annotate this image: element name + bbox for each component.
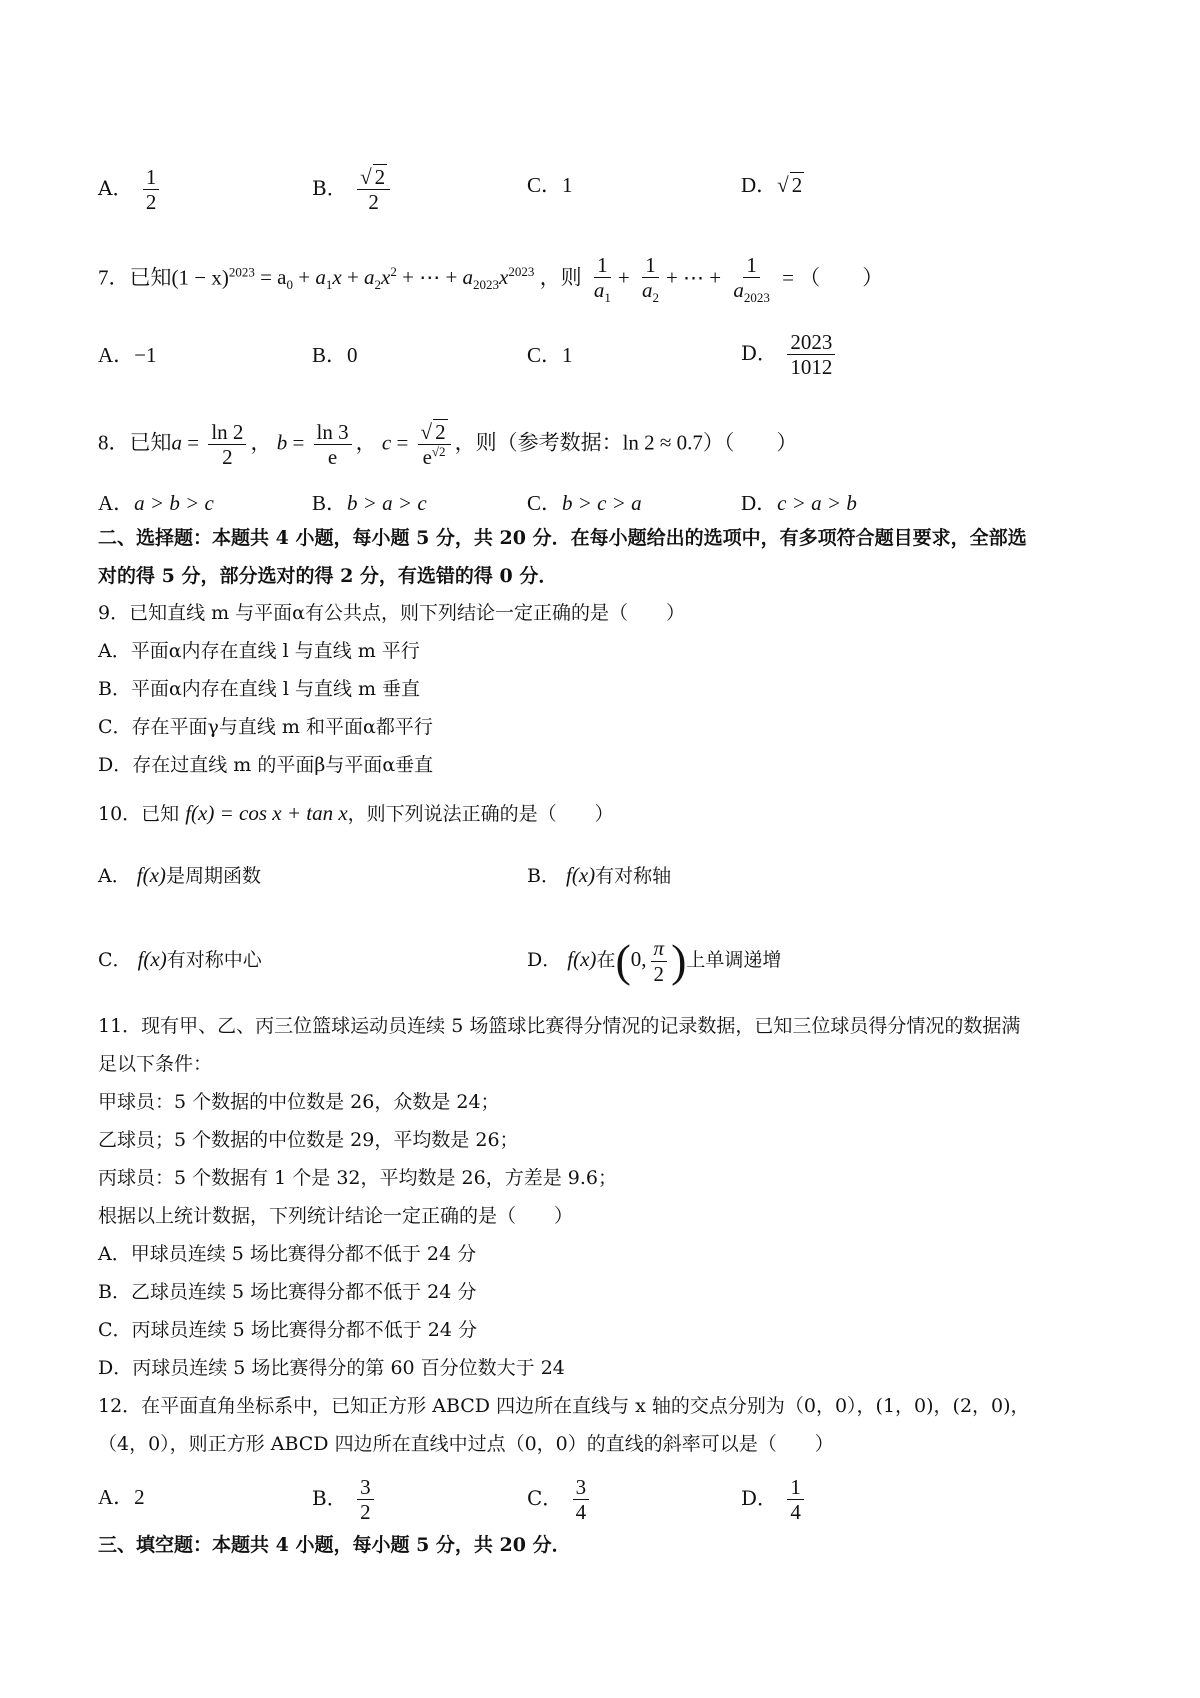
q12-stem-line1: 12．在平面直角坐标系中，已知正方形 ABCD 四边所在直线与 x 轴的交点分别为（0，0），(1，0)，(2，0)，: [98, 1395, 1030, 1417]
q10-option-d: [527, 925, 781, 995]
exp-base: e: [422, 445, 432, 470]
q6-option-c: [527, 172, 573, 198]
option-label: C．: [98, 949, 132, 971]
q7-prefix: 7．已知: [98, 265, 172, 290]
fraction: [787, 1475, 804, 1524]
denominator: 2: [653, 961, 665, 986]
q11-stem-line2: 足以下条件：: [98, 1053, 213, 1075]
fraction: $\frac{1}{a_{2023}}$: [733, 253, 770, 306]
q7-option-a: [98, 342, 157, 368]
option-label: B．: [527, 865, 560, 887]
q9-option-b: B．平面α内存在直线 l 与直线 m 垂直: [98, 678, 421, 700]
q8-option-a: [98, 490, 214, 516]
function-symbol: f(x): [136, 863, 166, 887]
q6-option-d: [741, 172, 804, 198]
option-label: D．: [741, 1486, 778, 1511]
q7-separator: ，则: [539, 265, 582, 290]
option-text: −1: [134, 343, 157, 367]
q10-option-b: [527, 862, 671, 889]
q6-option-b: [312, 165, 394, 214]
option-text: 1: [562, 173, 573, 197]
q8-option-c: [527, 490, 642, 516]
q7-lhs: (1 − x): [171, 265, 229, 290]
fraction: [143, 165, 160, 214]
option-text: b > c > a: [562, 491, 642, 515]
fraction: $\frac{1}{a_2}$: [641, 253, 659, 306]
denominator: 1012: [790, 355, 833, 380]
q8-option-b: [312, 490, 427, 516]
fraction: [357, 165, 390, 214]
radicand: 2: [374, 165, 386, 189]
option-label: C．: [527, 491, 563, 515]
option-label: B．: [312, 1486, 347, 1511]
section2-header-line2: 对的得 5 分，部分选对的得 2 分，有选错的得 0 分．: [98, 565, 558, 587]
left-paren: (: [615, 935, 631, 986]
numerator: 2023: [787, 330, 835, 355]
q8-reference: ，则（参考数据：ln 2 ≈ 0.7）（ ）: [454, 430, 798, 455]
q11-option-c: C．丙球员连续 5 场比赛得分都不低于 24 分: [98, 1319, 477, 1341]
subscript: 2023: [473, 277, 500, 293]
subscript: 1: [325, 277, 333, 293]
q10-suffix: ，则下列说法正确的是（ ）: [347, 803, 614, 825]
q9-stem: 9．已知直线 m 与平面α有公共点，则下列结论一定正确的是（ ）: [98, 602, 686, 624]
q7-rhs-start: = a: [260, 265, 287, 290]
denominator: 2: [222, 445, 233, 470]
option-text: 有对称轴: [595, 865, 672, 887]
option-label: D．: [741, 173, 778, 197]
q8-stem: 8．已知a = $\frac{\ln 2}{2}$ ， b = $\frac{\ln 3}{e}$ ， c = $\frac{√ 2}{e^{√2}}$ ，则（参考数据：ln 2 ≈ 0.7）（ ）: [98, 420, 798, 470]
option-label: D．: [741, 491, 778, 515]
q9-option-a: A．平面α内存在直线 l 与直线 m 平行: [98, 640, 420, 662]
function-symbol: f(x): [137, 947, 167, 971]
denominator: 2: [145, 190, 157, 215]
numerator: 1: [787, 1475, 804, 1500]
q12-option-c: [527, 1475, 593, 1524]
option-label: B．: [312, 491, 348, 515]
q12-option-a: [98, 1484, 145, 1510]
q10-prefix: 10．已知: [98, 803, 186, 825]
q10-function: f(x) = cos x + tan x: [185, 801, 348, 825]
option-text: 1: [562, 343, 573, 367]
fraction: [651, 936, 668, 985]
numerator: 3: [357, 1475, 374, 1500]
function-symbol: f(x): [567, 947, 597, 971]
q10-option-a: [98, 862, 261, 889]
option-text: c > a > b: [777, 491, 857, 515]
option-label: C．: [527, 343, 563, 367]
numerator: √ 2: [418, 420, 451, 445]
option-label: A．: [98, 491, 135, 515]
q7-stem: 7．已知$(1 - x)^{2023} = a_0 + a_1x + a_2x^2$ + ⋯ + $a_{2023}x^{2023}$ ，则 $\frac{1}{a_1}$ + $\frac{1}{a_2}$ + ⋯ + $\frac{1}{a_{2023}}$ = （ ）: [98, 253, 884, 306]
numerator: ln 2: [208, 420, 246, 445]
q11-option-a: A．甲球员连续 5 场比赛得分都不低于 24 分: [98, 1243, 477, 1265]
option-mid: 在: [596, 949, 616, 971]
q8-option-d: [741, 490, 857, 516]
q12-option-b: [312, 1475, 378, 1524]
denominator: 2: [368, 190, 379, 215]
interval-left: 0,: [630, 947, 647, 971]
q8-prefix: 8．已知: [98, 430, 172, 455]
radicand: 2: [435, 420, 446, 444]
fraction: [314, 420, 352, 469]
numerator: 1: [143, 165, 160, 190]
fraction: [787, 330, 835, 379]
option-label: C．: [527, 173, 563, 197]
option-label: B．: [312, 176, 347, 201]
q7-tail: = （ ）: [782, 265, 884, 290]
denominator: 4: [790, 1500, 801, 1525]
q10-option-c: [98, 946, 262, 973]
radicand: 2: [791, 173, 803, 197]
denominator: 2: [360, 1500, 371, 1525]
option-text: 有对称中心: [166, 949, 262, 971]
q12-option-d: [741, 1475, 808, 1524]
option-label: A．: [98, 865, 131, 887]
option-label: D．: [527, 949, 562, 971]
numerator: [357, 165, 390, 190]
option-text: 上单调递增: [686, 949, 782, 971]
q11-player-c: 丙球员：5 个数据有 1 个是 32，平均数是 26，方差是 9.6；: [98, 1167, 617, 1189]
numerator: 3: [573, 1475, 590, 1500]
fraction: $\frac{1}{a_1}$: [593, 253, 611, 306]
fraction: [418, 420, 451, 469]
denominator: 4: [575, 1500, 587, 1525]
q11-option-b: B．乙球员连续 5 场比赛得分都不低于 24 分: [98, 1281, 477, 1303]
q7-rhs: = $a_0 + a_1x + a_2x^2$ + ⋯ + $a_{2023}x^{2023}$: [260, 264, 535, 293]
q11-player-b: 乙球员；5 个数据的中位数是 29，平均数是 26；: [98, 1129, 519, 1151]
q9-option-c: C．存在平面γ与直线 m 和平面α都平行: [98, 716, 433, 738]
option-text: a > b > c: [134, 491, 214, 515]
q9-option-d: D．存在过直线 m 的平面β与平面α垂直: [98, 754, 434, 776]
sqrt-symbol: √ 2: [777, 173, 803, 197]
subscript: 2: [374, 277, 382, 293]
option-label: B．: [312, 343, 348, 367]
numerator: π: [651, 936, 668, 961]
q6-option-a: [98, 165, 163, 214]
option-label: D．: [741, 341, 778, 366]
option-label: A．: [98, 176, 133, 201]
q12-stem-line2: （4，0），则正方形 ABCD 四边所在直线中过点（0，0）的直线的斜率可以是（ ）: [98, 1433, 834, 1455]
q11-question: 根据以上统计数据，下列统计结论一定正确的是（ ）: [98, 1205, 574, 1227]
section2-header-line1: 二、选择题：本题共 4 小题，每小题 5 分，共 20 分．在每小题给出的选项中，有多项符合题目要求，全部选: [98, 527, 1027, 549]
q7-exp: 2023: [228, 264, 255, 280]
q10-stem: [98, 800, 614, 827]
function-symbol: f(x): [566, 863, 596, 887]
q7-option-b: [312, 342, 358, 368]
q11-option-d: D．丙球员连续 5 场比赛得分的第 60 百分位数大于 24: [98, 1357, 565, 1379]
sqrt-symbol: √ 2: [360, 165, 386, 189]
fraction: [208, 420, 246, 469]
option-label: A．: [98, 1485, 135, 1509]
subscript: 0: [286, 277, 294, 293]
option-text: b > a > c: [347, 491, 427, 515]
right-paren: ): [671, 935, 687, 986]
q11-stem-line1: 11．现有甲、乙、丙三位篮球运动员连续 5 场篮球比赛得分情况的记录数据，已知三位球员得分情况的数据满: [98, 1015, 1021, 1037]
numerator: ln 3: [314, 420, 352, 445]
option-label: A．: [98, 343, 135, 367]
option-text: 是周期函数: [165, 865, 261, 887]
superscript: 2023: [508, 264, 535, 280]
denominator: $e^{√2}$: [422, 444, 446, 470]
q11-player-a: 甲球员：5 个数据的中位数是 26，众数是 24；: [98, 1091, 500, 1113]
option-label: C．: [527, 1486, 563, 1511]
section3-header: 三、填空题：本题共 4 小题，每小题 5 分，共 20 分．: [98, 1534, 571, 1556]
option-text: 0: [347, 343, 358, 367]
fraction: [357, 1475, 374, 1524]
option-text: 2: [134, 1485, 145, 1509]
q7-option-c: [527, 342, 573, 368]
denominator: e: [327, 445, 338, 470]
q7-option-d: [741, 330, 839, 379]
fraction: [573, 1475, 590, 1524]
